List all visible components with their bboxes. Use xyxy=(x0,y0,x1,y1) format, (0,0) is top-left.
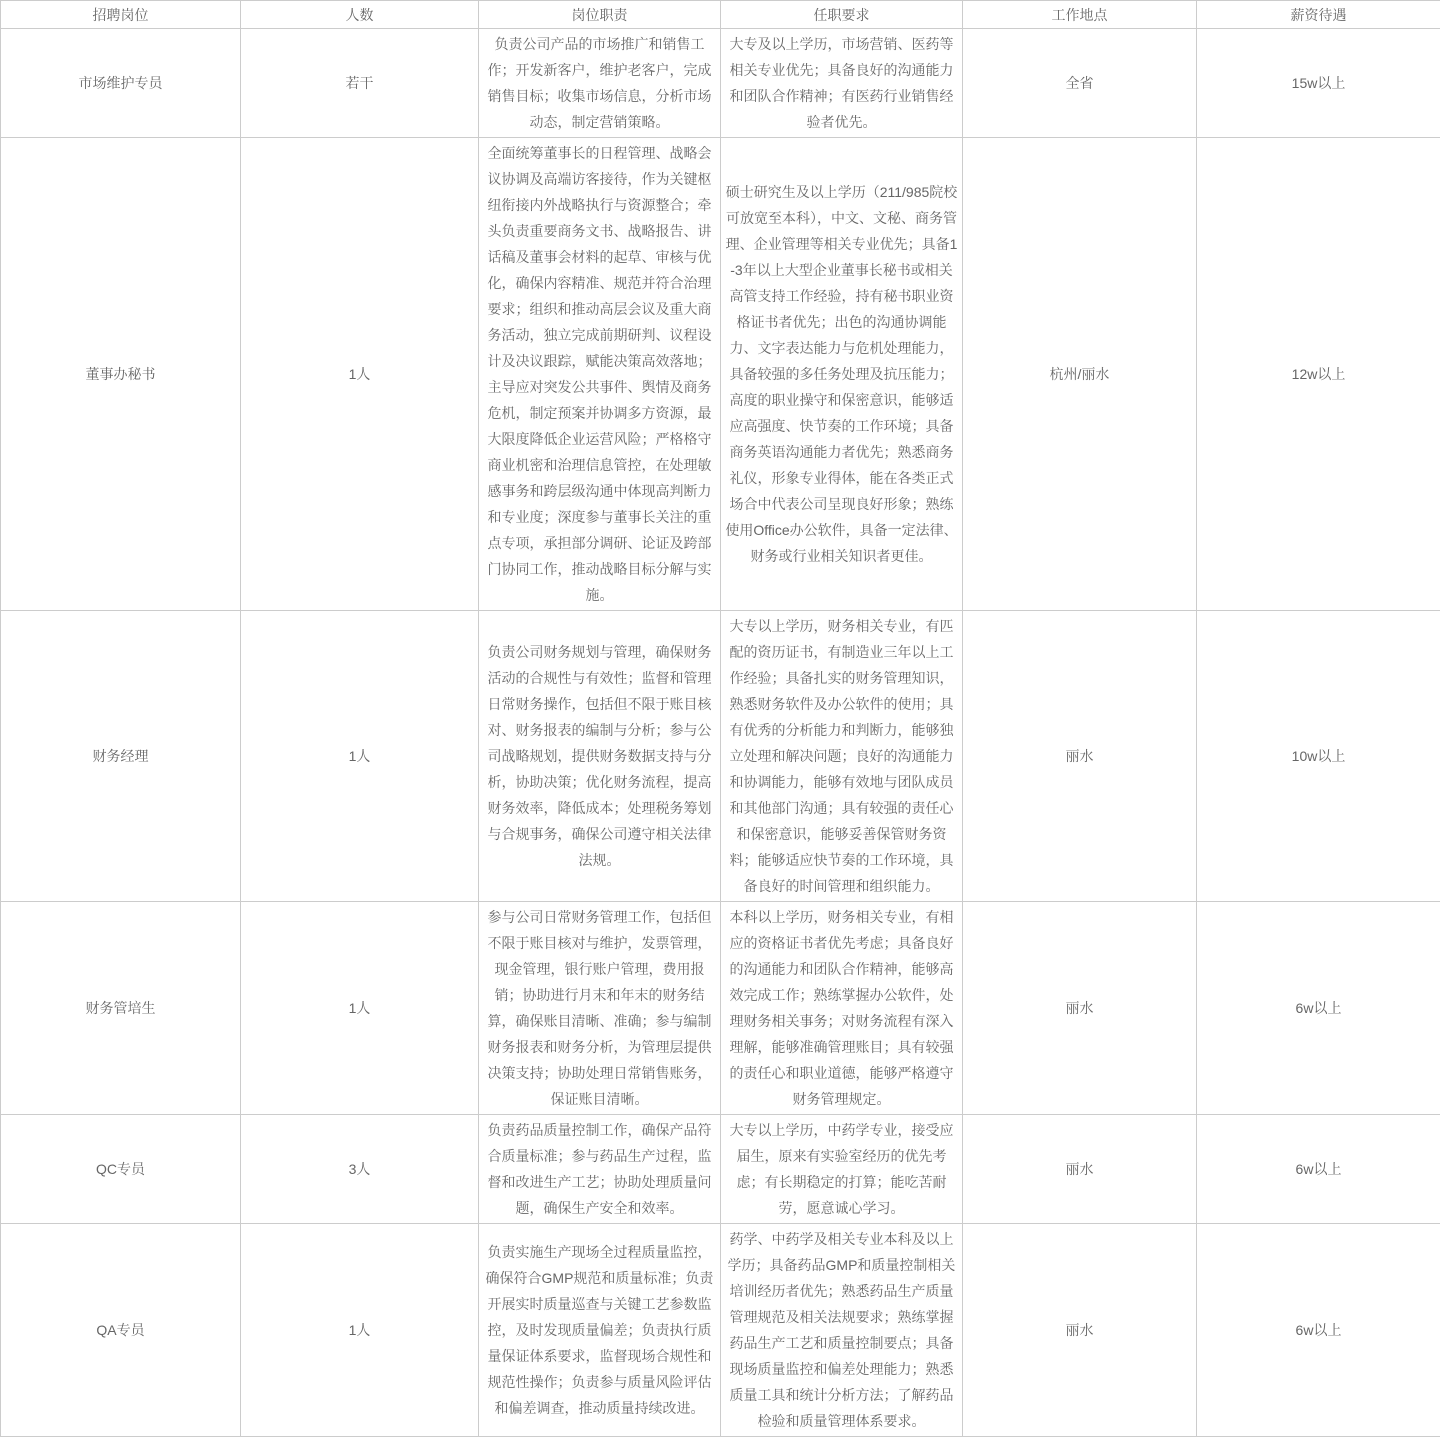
header-duties: 岗位职责 xyxy=(479,1,721,29)
salary-cell: 6w以上 xyxy=(1197,902,1440,1115)
position-cell: QA专员 xyxy=(1,1224,241,1437)
header-location: 工作地点 xyxy=(963,1,1197,29)
location-cell: 全省 xyxy=(963,29,1197,138)
salary-cell: 6w以上 xyxy=(1197,1224,1440,1437)
headcount-cell: 1人 xyxy=(241,1224,479,1437)
duties-cell: 负责公司财务规划与管理，确保财务活动的合规性与有效性；监督和管理日常财务操作，包括但不限于账目核对、财务报表的编制与分析；参与公司战略规划，提供财务数据支持与分析，协助决策；优化财务流程，提高财务效率，降低成本；处理税务筹划与合规事务，确保公司遵守相关法律法规。 xyxy=(479,611,721,902)
duties-cell: 全面统筹董事长的日程管理、战略会议协调及高端访客接待，作为关键枢纽衔接内外战略执行与资源整合；牵头负责重要商务文书、战略报告、讲话稿及董事会材料的起草、审核与优化，确保内容精准、规范并符合治理要求；组织和推动高层会议及重大商务活动，独立完成前期研判、议程设计及决议跟踪，赋能决策高效落地；主导应对突发公共事件、舆情及商务危机，制定预案并协调多方资源，最大限度降低企业运营风险；严格格守商业机密和治理信息管控，在处理敏感事务和跨层级沟通中体现高判断力和专业度；深度参与董事长关注的重点专项，承担部分调研、论证及跨部门协同工作，推动战略目标分解与实施。 xyxy=(479,138,721,611)
table-row xyxy=(1,1224,1440,1437)
position-cell: 财务管培生 xyxy=(1,902,241,1115)
requirements-cell: 大专以上学历，财务相关专业，有匹配的资历证书，有制造业三年以上工作经验；具备扎实的财务管理知识，熟悉财务软件及办公软件的使用；具有优秀的分析能力和判断力，能够独立处理和解决问题；良好的沟通能力和协调能力，能够有效地与团队成员和其他部门沟通；具有较强的责任心和保密意识，能够妥善保管财务资料；能够适应快节奏的工作环境，具备良好的时间管理和组织能力。 xyxy=(721,611,963,902)
requirements-cell: 大专以上学历，中药学专业，接受应届生，原来有实验室经历的优先考虑；有长期稳定的打算；能吃苦耐劳，愿意诚心学习。 xyxy=(721,1115,963,1224)
salary-cell: 15w以上 xyxy=(1197,29,1440,138)
position-cell: 董事办秘书 xyxy=(1,138,241,611)
header-requirements: 任职要求 xyxy=(721,1,963,29)
location-cell: 丽水 xyxy=(963,902,1197,1115)
header-position: 招聘岗位 xyxy=(1,1,241,29)
table-row xyxy=(1,1115,1440,1224)
duties-cell: 负责公司产品的市场推广和销售工作；开发新客户，维护老客户，完成销售目标；收集市场信息，分析市场动态，制定营销策略。 xyxy=(479,29,721,138)
headcount-cell: 1人 xyxy=(241,902,479,1115)
duties-cell: 参与公司日常财务管理工作，包括但不限于账目核对与维护，发票管理，现金管理，银行账户管理，费用报销；协助进行月末和年末的财务结算，确保账目清晰、准确；参与编制财务报表和财务分析，为管理层提供决策支持；协助处理日常销售账务，保证账目清晰。 xyxy=(479,902,721,1115)
duties-cell: 负责药品质量控制工作，确保产品符合质量标准；参与药品生产过程，监督和改进生产工艺；协助处理质量问题，确保生产安全和效率。 xyxy=(479,1115,721,1224)
salary-cell: 10w以上 xyxy=(1197,611,1440,902)
table-row xyxy=(1,902,1440,1115)
duties-cell: 负责实施生产现场全过程质量监控，确保符合GMP规范和质量标准；负责开展实时质量巡查与关键工艺参数监控，及时发现质量偏差；负责执行质量保证体系要求，监督现场合规性和规范性操作；负责参与质量风险评估和偏差调查，推动质量持续改进。 xyxy=(479,1224,721,1437)
header-headcount: 人数 xyxy=(241,1,479,29)
requirements-cell: 硕士研究生及以上学历（211/985院校可放宽至本科），中文、文秘、商务管理、企业管理等相关专业优先；具备1-3年以上大型企业董事长秘书或相关高管支持工作经验，持有秘书职业资格证书者优先；出色的沟通协调能力、文字表达能力与危机处理能力，具备较强的多任务处理及抗压能力；高度的职业操守和保密意识，能够适应高强度、快节奏的工作环境；具备商务英语沟通能力者优先；熟悉商务礼仪，形象专业得体，能在各类正式场合中代表公司呈现良好形象；熟练使用Office办公软件，具备一定法律、财务或行业相关知识者更佳。 xyxy=(721,138,963,611)
position-cell: QC专员 xyxy=(1,1115,241,1224)
location-cell: 杭州/丽水 xyxy=(963,138,1197,611)
position-cell: 财务经理 xyxy=(1,611,241,902)
requirements-cell: 药学、中药学及相关专业本科及以上学历；具备药品GMP和质量控制相关培训经历者优先；熟悉药品生产质量管理规范及相关法规要求；熟练掌握药品生产工艺和质量控制要点；具备现场质量监控和偏差处理能力；熟悉质量工具和统计分析方法；了解药品检验和质量管理体系要求。 xyxy=(721,1224,963,1437)
location-cell: 丽水 xyxy=(963,611,1197,902)
headcount-cell: 若干 xyxy=(241,29,479,138)
salary-cell: 6w以上 xyxy=(1197,1115,1440,1224)
position-cell: 市场维护专员 xyxy=(1,29,241,138)
headcount-cell: 3人 xyxy=(241,1115,479,1224)
table-row xyxy=(1,29,1440,138)
table-row xyxy=(1,138,1440,611)
requirements-cell: 大专及以上学历，市场营销、医药等相关专业优先；具备良好的沟通能力和团队合作精神；有医药行业销售经验者优先。 xyxy=(721,29,963,138)
location-cell: 丽水 xyxy=(963,1115,1197,1224)
header-salary: 薪资待遇 xyxy=(1197,1,1440,29)
location-cell: 丽水 xyxy=(963,1224,1197,1437)
table-header-row xyxy=(1,1,1440,29)
requirements-cell: 本科以上学历，财务相关专业，有相应的资格证书者优先考虑；具备良好的沟通能力和团队合作精神，能够高效完成工作；熟练掌握办公软件，处理财务相关事务；对财务流程有深入理解，能够准确管理账目；具有较强的责任心和职业道德，能够严格遵守财务管理规定。 xyxy=(721,902,963,1115)
headcount-cell: 1人 xyxy=(241,138,479,611)
headcount-cell: 1人 xyxy=(241,611,479,902)
salary-cell: 12w以上 xyxy=(1197,138,1440,611)
table-row xyxy=(1,611,1440,902)
